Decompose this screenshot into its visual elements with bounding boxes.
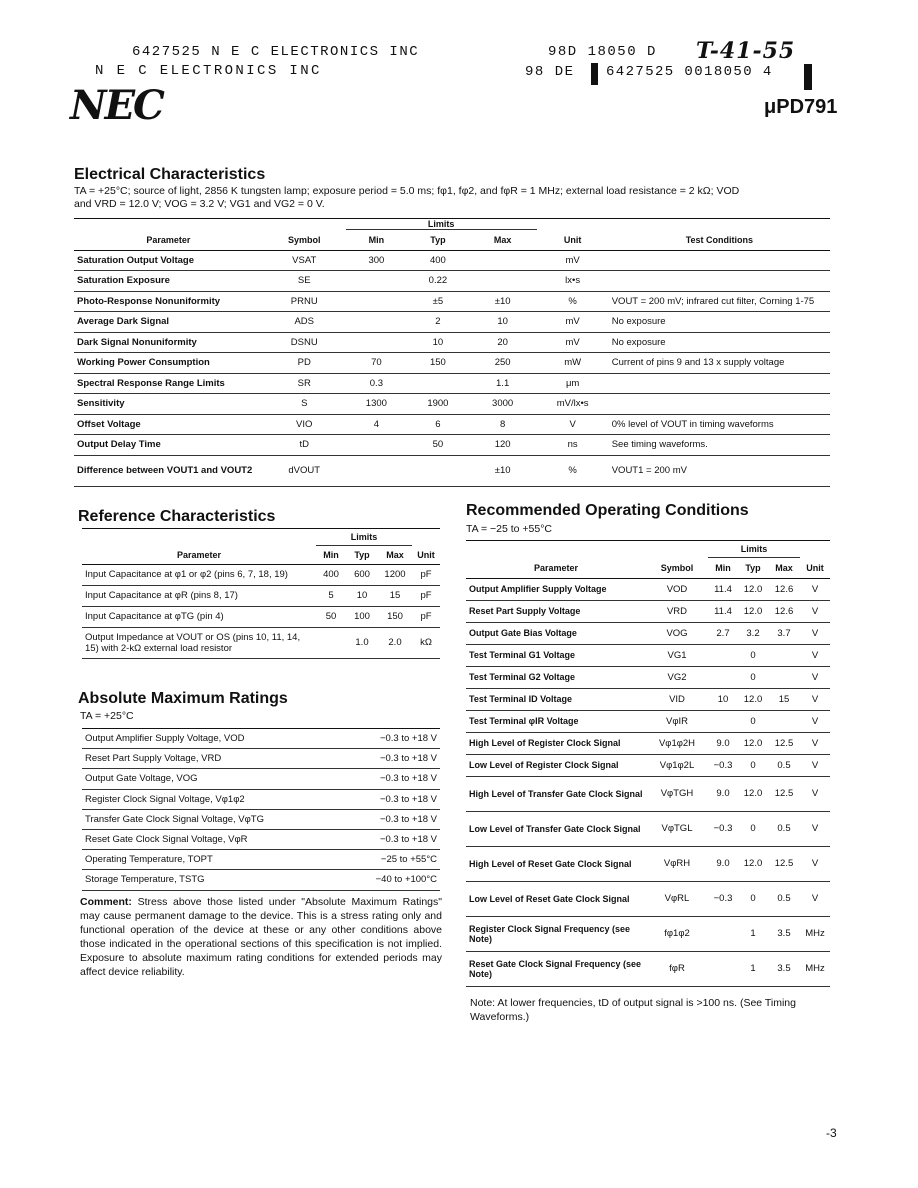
unit-cell: pF <box>412 606 440 627</box>
absolute-comment: Comment: Stress above those listed under "Absolute Maximum Ratings" may cause permanent damage to the device. This is a stress rating only and functional operation of the device at these or any other conditions above those indicated in the operational sections of this specification is not implied. Exposure to absolute maximum rating conditions for extended periods may affect device reliability. <box>80 896 442 978</box>
parameter-cell: Low Level of Register Clock Signal <box>466 754 646 776</box>
unit-cell: pF <box>412 564 440 585</box>
typ-cell: 1 <box>738 951 768 986</box>
max-cell: ±10 <box>469 455 537 486</box>
symbol-cell: VID <box>646 688 708 710</box>
min-cell: 9.0 <box>708 732 738 754</box>
column-header: Parameter <box>74 230 263 251</box>
max-cell: 3.5 <box>768 916 800 951</box>
table-row <box>466 776 830 811</box>
min-cell: 300 <box>346 250 408 271</box>
typ-cell: 600 <box>346 564 378 585</box>
unit-cell: MHz <box>800 916 830 951</box>
table-row <box>82 729 440 749</box>
column-header: Parameter <box>82 546 316 565</box>
nec-logo: NEC <box>70 82 163 129</box>
table-row <box>74 455 830 486</box>
max-cell <box>469 250 537 271</box>
table-row <box>466 881 830 916</box>
typ-cell: 12.0 <box>738 776 768 811</box>
table-row <box>74 373 830 394</box>
column-header: Typ <box>407 230 469 251</box>
table-row <box>466 710 830 732</box>
unit-cell: kΩ <box>412 627 440 658</box>
absolute-table <box>82 728 440 891</box>
parameter-cell: Test Terminal G2 Voltage <box>466 666 646 688</box>
min-cell: −0.3 <box>708 881 738 916</box>
parameter-cell: Test Terminal G1 Voltage <box>466 644 646 666</box>
rating-cell: −25 to +55°C <box>352 850 440 870</box>
typ-cell: 0 <box>738 644 768 666</box>
column-header: Typ <box>346 546 378 565</box>
table-row <box>74 353 830 374</box>
test-condition-cell: 0% level of VOUT in timing waveforms <box>609 414 830 435</box>
unit-cell: ns <box>537 435 609 456</box>
table-row <box>74 250 830 271</box>
table-row <box>82 585 440 606</box>
reference-title: Reference Characteristics <box>78 508 276 525</box>
unit-cell: V <box>537 414 609 435</box>
parameter-cell: Working Power Consumption <box>74 353 263 374</box>
table-row <box>82 749 440 769</box>
max-cell: 0.5 <box>768 811 800 846</box>
test-condition-cell: Current of pins 9 and 13 x supply voltage <box>609 353 830 374</box>
max-cell: 12.6 <box>768 578 800 600</box>
table-row <box>466 916 830 951</box>
absolute-condition: TA = +25°C <box>80 710 134 722</box>
min-cell <box>346 312 408 333</box>
table-row <box>466 951 830 986</box>
typ-cell: 2 <box>407 312 469 333</box>
parameter-cell: Reset Gate Clock Signal Voltage, VφR <box>82 829 352 849</box>
min-cell: 4 <box>346 414 408 435</box>
parameter-cell: Offset Voltage <box>74 414 263 435</box>
symbol-cell: VSAT <box>263 250 346 271</box>
test-condition-cell: No exposure <box>609 312 830 333</box>
table-row <box>74 414 830 435</box>
page-number: -3 <box>826 1126 837 1140</box>
part-number: μPD791 <box>764 96 838 118</box>
min-cell <box>708 644 738 666</box>
table-row <box>466 811 830 846</box>
typ-cell: 1900 <box>407 394 469 415</box>
symbol-cell: DSNU <box>263 332 346 353</box>
table-row <box>466 666 830 688</box>
min-cell <box>346 271 408 292</box>
max-cell: 3000 <box>469 394 537 415</box>
parameter-cell: Storage Temperature, TSTG <box>82 870 352 890</box>
max-cell <box>768 710 800 732</box>
min-cell: 10 <box>708 688 738 710</box>
typ-cell: 1 <box>738 916 768 951</box>
symbol-cell: VφRL <box>646 881 708 916</box>
max-cell: 20 <box>469 332 537 353</box>
parameter-cell: Reset Gate Clock Signal Frequency (see Note) <box>466 951 646 986</box>
barcode-bar <box>591 63 598 85</box>
unit-cell: mV <box>537 250 609 271</box>
typ-cell: 0 <box>738 666 768 688</box>
min-cell: −0.3 <box>708 811 738 846</box>
parameter-cell: Register Clock Signal Voltage, Vφ1φ2 <box>82 789 352 809</box>
header-serial-code: 6427525 0018050 4 <box>606 64 773 80</box>
symbol-cell: S <box>263 394 346 415</box>
unit-cell: lx•s <box>537 271 609 292</box>
max-cell: 2.0 <box>378 627 412 658</box>
min-cell <box>346 455 408 486</box>
recommended-title: Recommended Operating Conditions <box>466 502 749 519</box>
table-row <box>74 435 830 456</box>
recommended-table <box>466 540 830 987</box>
typ-cell: 12.0 <box>738 600 768 622</box>
symbol-cell: fφR <box>646 951 708 986</box>
column-header: Unit <box>537 230 609 251</box>
test-condition-cell: No exposure <box>609 332 830 353</box>
table-row <box>82 564 440 585</box>
symbol-cell: VφRH <box>646 846 708 881</box>
header-doc-code-2: 98 DE <box>525 64 575 80</box>
parameter-cell: Dark Signal Nonuniformity <box>74 332 263 353</box>
max-cell: 3.7 <box>768 622 800 644</box>
table-row <box>82 850 440 870</box>
test-condition-cell: See timing waveforms. <box>609 435 830 456</box>
table-row <box>466 754 830 776</box>
parameter-cell: Output Impedance at VOUT or OS (pins 10, 11, 14, 15) with 2-kΩ external load resistor <box>82 627 316 658</box>
max-cell: 12.5 <box>768 846 800 881</box>
typ-cell: 0 <box>738 811 768 846</box>
table-row <box>74 394 830 415</box>
symbol-cell: SR <box>263 373 346 394</box>
unit-cell: mW <box>537 353 609 374</box>
min-cell <box>346 291 408 312</box>
typ-cell: 50 <box>407 435 469 456</box>
typ-cell <box>407 373 469 394</box>
unit-cell: μm <box>537 373 609 394</box>
unit-cell: V <box>800 846 830 881</box>
unit-cell: V <box>800 754 830 776</box>
parameter-cell: Input Capacitance at φTG (pin 4) <box>82 606 316 627</box>
table-row <box>466 732 830 754</box>
max-cell <box>768 644 800 666</box>
column-header: Min <box>708 558 738 579</box>
table-row <box>74 291 830 312</box>
test-condition-cell: VOUT = 200 mV; infrared cut filter, Corning 1-75 <box>609 291 830 312</box>
table-row <box>466 578 830 600</box>
symbol-cell: VOG <box>646 622 708 644</box>
max-cell: 15 <box>768 688 800 710</box>
table-row <box>74 312 830 333</box>
symbol-cell: VφTGH <box>646 776 708 811</box>
unit-cell: V <box>800 811 830 846</box>
parameter-cell: Transfer Gate Clock Signal Voltage, VφTG <box>82 809 352 829</box>
absolute-title: Absolute Maximum Ratings <box>78 690 288 707</box>
column-header: Symbol <box>263 230 346 251</box>
rating-cell: −0.3 to +18 V <box>352 809 440 829</box>
min-cell: 2.7 <box>708 622 738 644</box>
max-cell: 1.1 <box>469 373 537 394</box>
table-row <box>82 606 440 627</box>
parameter-cell: Average Dark Signal <box>74 312 263 333</box>
column-header: Parameter <box>466 558 646 579</box>
table-row <box>466 622 830 644</box>
test-condition-cell <box>609 250 830 271</box>
typ-cell: 0 <box>738 710 768 732</box>
parameter-cell: High Level of Reset Gate Clock Signal <box>466 846 646 881</box>
symbol-cell: ADS <box>263 312 346 333</box>
rating-cell: −0.3 to +18 V <box>352 729 440 749</box>
table-row <box>82 769 440 789</box>
min-cell <box>708 666 738 688</box>
table-row <box>466 600 830 622</box>
unit-cell: mV <box>537 312 609 333</box>
typ-cell: 12.0 <box>738 846 768 881</box>
unit-cell: % <box>537 455 609 486</box>
header-company-line-2: N E C ELECTRONICS INC <box>95 63 322 79</box>
parameter-cell: Difference between VOUT1 and VOUT2 <box>74 455 263 486</box>
unit-cell: % <box>537 291 609 312</box>
unit-cell: V <box>800 881 830 916</box>
unit-cell: pF <box>412 585 440 606</box>
max-cell: 3.5 <box>768 951 800 986</box>
parameter-cell: High Level of Register Clock Signal <box>466 732 646 754</box>
table-row <box>466 688 830 710</box>
max-cell: 120 <box>469 435 537 456</box>
typ-cell: 150 <box>407 353 469 374</box>
limits-header: Limits <box>346 219 537 230</box>
rating-cell: −0.3 to +18 V <box>352 789 440 809</box>
parameter-cell: Output Gate Bias Voltage <box>466 622 646 644</box>
typ-cell: 12.0 <box>738 732 768 754</box>
test-condition-cell: VOUT1 = 200 mV <box>609 455 830 486</box>
table-row <box>82 627 440 658</box>
parameter-cell: Low Level of Reset Gate Clock Signal <box>466 881 646 916</box>
unit-cell: V <box>800 644 830 666</box>
table-row <box>82 789 440 809</box>
max-cell: 8 <box>469 414 537 435</box>
parameter-cell: Input Capacitance at φ1 or φ2 (pins 6, 7, 18, 19) <box>82 564 316 585</box>
max-cell: 150 <box>378 606 412 627</box>
header-company-line: 6427525 N E C ELECTRONICS INC <box>132 44 420 60</box>
max-cell: 0.5 <box>768 754 800 776</box>
max-cell <box>469 271 537 292</box>
symbol-cell: VG1 <box>646 644 708 666</box>
unit-cell: V <box>800 666 830 688</box>
electrical-title: Electrical Characteristics <box>74 166 266 183</box>
unit-cell: V <box>800 688 830 710</box>
column-header: Unit <box>800 558 830 579</box>
column-header: Max <box>378 546 412 565</box>
typ-cell: 1.0 <box>346 627 378 658</box>
min-cell <box>708 951 738 986</box>
min-cell <box>316 627 346 658</box>
unit-cell: V <box>800 578 830 600</box>
limits-header: Limits <box>708 541 800 558</box>
min-cell: 1300 <box>346 394 408 415</box>
header-doc-code: 98D 18050 D <box>548 44 657 60</box>
symbol-cell: VRD <box>646 600 708 622</box>
min-cell: 5 <box>316 585 346 606</box>
typ-cell: 10 <box>346 585 378 606</box>
max-cell: ±10 <box>469 291 537 312</box>
min-cell <box>708 916 738 951</box>
column-header: Unit <box>412 546 440 565</box>
typ-cell: 6 <box>407 414 469 435</box>
min-cell: 400 <box>316 564 346 585</box>
parameter-cell: Output Delay Time <box>74 435 263 456</box>
max-cell: 15 <box>378 585 412 606</box>
table-row <box>82 870 440 890</box>
parameter-cell: Output Amplifier Supply Voltage, VOD <box>82 729 352 749</box>
min-cell <box>346 332 408 353</box>
typ-cell: 3.2 <box>738 622 768 644</box>
min-cell: 11.4 <box>708 600 738 622</box>
test-condition-cell <box>609 394 830 415</box>
max-cell: 1200 <box>378 564 412 585</box>
recommended-note: Note: At lower frequencies, tD of output signal is >100 ns. (See Timing Waveforms.) <box>470 997 796 1023</box>
symbol-cell: dVOUT <box>263 455 346 486</box>
symbol-cell: tD <box>263 435 346 456</box>
symbol-cell: VIO <box>263 414 346 435</box>
unit-cell: MHz <box>800 951 830 986</box>
unit-cell: mV <box>537 332 609 353</box>
typ-cell: 400 <box>407 250 469 271</box>
unit-cell: V <box>800 710 830 732</box>
symbol-cell: Vφ1φ2H <box>646 732 708 754</box>
column-header: Max <box>469 230 537 251</box>
symbol-cell: Vφ1φ2L <box>646 754 708 776</box>
column-header: Max <box>768 558 800 579</box>
recommended-condition: TA = −25 to +55°C <box>466 523 553 535</box>
rating-cell: −0.3 to +18 V <box>352 829 440 849</box>
parameter-cell: Register Clock Signal Frequency (see Note) <box>466 916 646 951</box>
unit-cell: V <box>800 732 830 754</box>
parameter-cell: Operating Temperature, TOPT <box>82 850 352 870</box>
typ-cell: 10 <box>407 332 469 353</box>
electrical-conditions: TA = +25°C; source of light, 2856 K tungsten lamp; exposure period = 5.0 ms; fφ1, fφ2, and fφR = 1 MHz; external load resistance = 2 kΩ; VOD and VRD = 12.0 V; VOG = 3.2 V; VG1 and VG2 = 0 V. <box>74 185 740 210</box>
typ-cell: 100 <box>346 606 378 627</box>
typ-cell: 0.22 <box>407 271 469 292</box>
unit-cell: mV/lx•s <box>537 394 609 415</box>
symbol-cell: VOD <box>646 578 708 600</box>
barcode-bar <box>804 64 812 90</box>
typ-cell: 0 <box>738 881 768 916</box>
typ-cell: 0 <box>738 754 768 776</box>
max-cell: 0.5 <box>768 881 800 916</box>
min-cell: 9.0 <box>708 846 738 881</box>
symbol-cell: VφIR <box>646 710 708 732</box>
column-header: Symbol <box>646 558 708 579</box>
test-condition-cell <box>609 271 830 292</box>
max-cell: 12.6 <box>768 600 800 622</box>
min-cell <box>346 435 408 456</box>
rating-cell: −40 to +100°C <box>352 870 440 890</box>
parameter-cell: Spectral Response Range Limits <box>74 373 263 394</box>
column-header: Min <box>316 546 346 565</box>
min-cell: 9.0 <box>708 776 738 811</box>
symbol-cell: PRNU <box>263 291 346 312</box>
table-row <box>466 846 830 881</box>
table-row <box>74 332 830 353</box>
reference-table <box>82 528 440 659</box>
min-cell: 11.4 <box>708 578 738 600</box>
symbol-cell: fφ1φ2 <box>646 916 708 951</box>
max-cell: 10 <box>469 312 537 333</box>
handwritten-annotation: T-41-55 <box>696 38 796 64</box>
parameter-cell: Saturation Exposure <box>74 271 263 292</box>
symbol-cell: VφTGL <box>646 811 708 846</box>
parameter-cell: Test Terminal ID Voltage <box>466 688 646 710</box>
max-cell <box>768 666 800 688</box>
symbol-cell: VG2 <box>646 666 708 688</box>
parameter-cell: Photo-Response Nonuniformity <box>74 291 263 312</box>
typ-cell: 12.0 <box>738 688 768 710</box>
min-cell: 50 <box>316 606 346 627</box>
column-header: Test Conditions <box>609 230 830 251</box>
electrical-table <box>74 218 830 487</box>
typ-cell: ±5 <box>407 291 469 312</box>
unit-cell: V <box>800 776 830 811</box>
table-row <box>82 809 440 829</box>
max-cell: 12.5 <box>768 732 800 754</box>
table-row <box>466 644 830 666</box>
table-row <box>74 271 830 292</box>
max-cell: 250 <box>469 353 537 374</box>
typ-cell: 12.0 <box>738 578 768 600</box>
unit-cell: V <box>800 622 830 644</box>
table-row <box>82 829 440 849</box>
parameter-cell: Saturation Output Voltage <box>74 250 263 271</box>
rating-cell: −0.3 to +18 V <box>352 749 440 769</box>
parameter-cell: Output Amplifier Supply Voltage <box>466 578 646 600</box>
unit-cell: V <box>800 600 830 622</box>
min-cell <box>708 710 738 732</box>
rating-cell: −0.3 to +18 V <box>352 769 440 789</box>
test-condition-cell <box>609 373 830 394</box>
parameter-cell: High Level of Transfer Gate Clock Signal <box>466 776 646 811</box>
symbol-cell: PD <box>263 353 346 374</box>
column-header: Typ <box>738 558 768 579</box>
parameter-cell: Sensitivity <box>74 394 263 415</box>
symbol-cell: SE <box>263 271 346 292</box>
parameter-cell: Input Capacitance at φR (pins 8, 17) <box>82 585 316 606</box>
min-cell: 0.3 <box>346 373 408 394</box>
limits-header: Limits <box>316 529 412 546</box>
parameter-cell: Output Gate Voltage, VOG <box>82 769 352 789</box>
parameter-cell: Reset Part Supply Voltage <box>466 600 646 622</box>
typ-cell <box>407 455 469 486</box>
column-header: Min <box>346 230 408 251</box>
parameter-cell: Reset Part Supply Voltage, VRD <box>82 749 352 769</box>
min-cell: −0.3 <box>708 754 738 776</box>
parameter-cell: Test Terminal φIR Voltage <box>466 710 646 732</box>
parameter-cell: Low Level of Transfer Gate Clock Signal <box>466 811 646 846</box>
max-cell: 12.5 <box>768 776 800 811</box>
min-cell: 70 <box>346 353 408 374</box>
